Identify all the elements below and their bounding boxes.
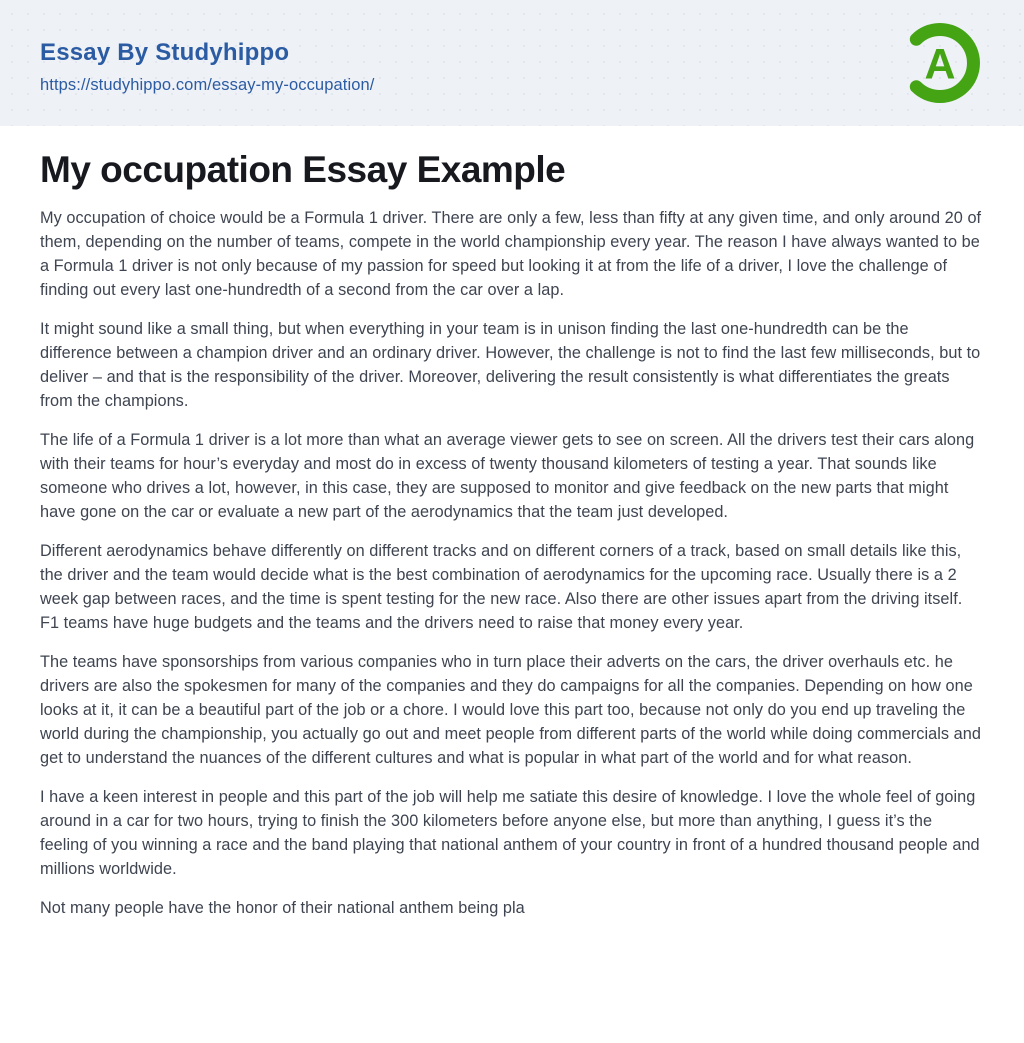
essay-paragraph: My occupation of choice would be a Formula 1 driver. There are only a few, less than fifty at any given time, and only around 20 of them, depending on the number of teams, compete in the world championship every year. The reason I have always wanted to be a Formula 1 driver is not only because of my passion for speed but looking it at from the life of a driver, I love the challenge of finding out every last one-hundredth of a second from the car over a lap. <box>40 208 982 299</box>
main-content <box>0 150 1024 920</box>
site-title: Essay By Studyhippo <box>40 39 290 67</box>
essay-paragraph: The teams have sponsorships from various companies who in turn place their adverts on the cars, the driver overhauls etc. he drivers are also the spokesmen for many of the companies and they do campaigns for all the companies. Depending on how one looks at it, it can be a beautiful part of the job or a chore. I would love this part too, because not only do you end up traveling the world during the championship, you actually go out and meet people from different parts of the world while doing commercials and get to understand the nuances of the different cultures and what is popular in what part of the world and for what reason. <box>40 652 981 767</box>
studyhippo-logo-icon <box>900 23 980 103</box>
essay-body <box>40 206 984 920</box>
essay-paragraph: I have a keen interest in people and this part of the job will help me satiate this desire of knowledge. I love the whole feel of going around in a car for two hours, trying to finish the 300 kilometers before anyone else, but more than anything, I guess it’s the feeling of you winning a race and the band playing that national anthem of your country in front of a hundred thousand people and millions worldwide. <box>40 787 980 878</box>
page-header <box>0 0 1024 126</box>
essay-paragraph: It might sound like a small thing, but when everything in your team is in unison finding the last one-hundredth can be the difference between a champion driver and an ordinary driver. However, the challenge is not to find the last few milliseconds, but to deliver – and that is the responsibility of the driver. Moreover, delivering the result consistently is what differentiates the greats from the champions. <box>40 319 981 410</box>
essay-paragraph: The life of a Formula 1 driver is a lot more than what an average viewer gets to see on screen. All the drivers test their cars along with their teams for hour’s everyday and most do in excess of twenty thousand kilometers of testing a year. That sounds like someone who drives a lot, however, in this case, they are supposed to monitor and give feedback on the new parts that might have gone on the car or evaluate a new part of the aerodynamics that the team just developed. <box>40 430 975 521</box>
essay-paragraph: Not many people have the honor of their national anthem being pla <box>40 898 525 917</box>
essay-paragraph: Different aerodynamics behave differently on different tracks and on different corners of a track, based on small details like this, the driver and the team would decide what is the best combination of aerodynamics for the upcoming race. Usually there is a 2 week gap between races, and the time is spent testing for the new race. Also there are other issues apart from the driving itself. F1 teams have huge budgets and the teams and the drivers need to raise that money every year. <box>40 541 963 632</box>
page-title: My occupation Essay Example <box>40 149 566 190</box>
header-text-block <box>40 40 374 94</box>
logo-letter: A <box>924 40 956 89</box>
essay-url-link[interactable]: https://studyhippo.com/essay-my-occupation/ <box>40 75 375 94</box>
